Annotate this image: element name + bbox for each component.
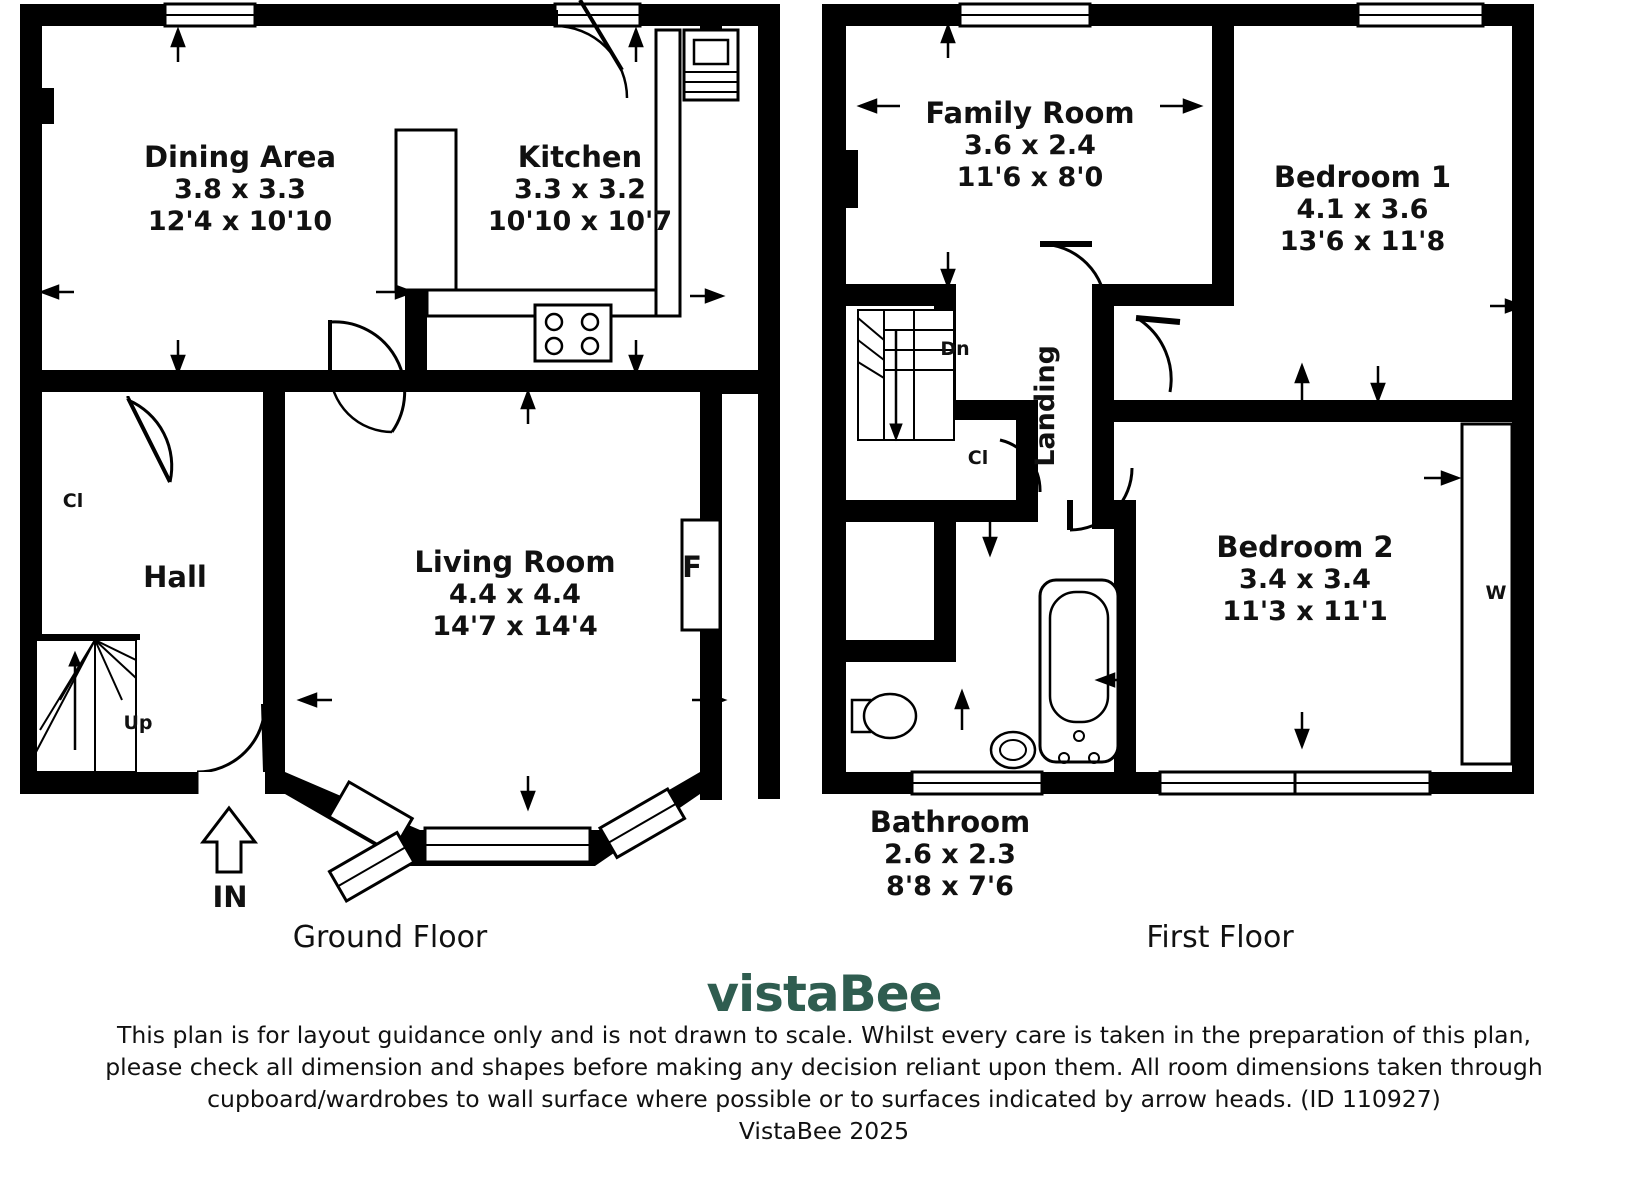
room-metric: 2.6 x 2.3 — [884, 839, 1016, 871]
room-name: Living Room — [414, 545, 616, 579]
room-name: Bathroom — [869, 805, 1031, 839]
room-name: Dining Area — [143, 140, 337, 174]
room-imperial: 11'3 x 11'1 — [1222, 596, 1388, 628]
stairs-up-label: Up — [123, 712, 153, 734]
room-imperial: 13'6 x 11'8 — [1279, 226, 1446, 258]
room-metric: 3.6 x 2.4 — [964, 130, 1096, 162]
fireplace-label: F — [682, 550, 702, 584]
room-metric: 3.3 x 3.2 — [514, 174, 646, 206]
room-metric: 4.1 x 3.6 — [1296, 194, 1429, 226]
landing-text: Landing — [1030, 345, 1062, 467]
room-metric: 3.4 x 3.4 — [1239, 564, 1371, 596]
brand-part1: vista — [706, 965, 839, 1023]
first-floor-title: First Floor — [1146, 920, 1294, 955]
room-name: Bedroom 1 — [1273, 160, 1452, 194]
disclaimer-line-3: cupboard/wardrobes to wall surface where possible or to surfaces indicated by arrow heads. (ID 110927) — [207, 1085, 1441, 1113]
landing-label — [1028, 345, 1064, 475]
room-imperial: 11'6 x 8'0 — [956, 162, 1104, 194]
stairs-down-label: Dn — [940, 338, 970, 360]
room-imperial: 12'4 x 10'10 — [147, 206, 333, 238]
closet-label-first: Cl — [967, 447, 989, 469]
room-imperial: 14'7 x 14'4 — [432, 611, 598, 643]
room-label-bedroom-1 — [1240, 160, 1485, 258]
room-name: Hall — [143, 560, 207, 594]
wardrobe-label: W — [1485, 582, 1507, 604]
closet-label-ground: Cl — [62, 490, 84, 512]
room-name: Kitchen — [517, 140, 643, 174]
room-label-family-room — [900, 96, 1160, 194]
room-name: Family Room — [925, 96, 1135, 130]
room-name: Bedroom 2 — [1216, 530, 1394, 564]
room-imperial: 10'10 x 10'7 — [487, 206, 673, 238]
disclaimer-line-1: This plan is for layout guidance only and is not drawn to scale. Whilst every care is taken in the preparation of this plan, — [117, 1021, 1531, 1049]
room-imperial: 8'8 x 7'6 — [886, 871, 1014, 903]
disclaimer-line-2: please check all dimension and shapes before making any decision reliant upon them. All room dimensions taken through — [105, 1053, 1543, 1081]
room-label-bedroom-2 — [1180, 530, 1430, 628]
room-label-bathroom — [830, 805, 1070, 903]
room-metric: 4.4 x 4.4 — [449, 579, 581, 611]
brand-part2: Bee — [838, 965, 942, 1023]
copyright-line: VistaBee 2025 — [738, 1117, 910, 1145]
vistabee-logo — [0, 965, 1648, 1023]
entrance-in-label: IN — [212, 880, 248, 914]
ground-floor-title: Ground Floor — [292, 920, 488, 955]
room-metric: 3.8 x 3.3 — [174, 174, 306, 206]
